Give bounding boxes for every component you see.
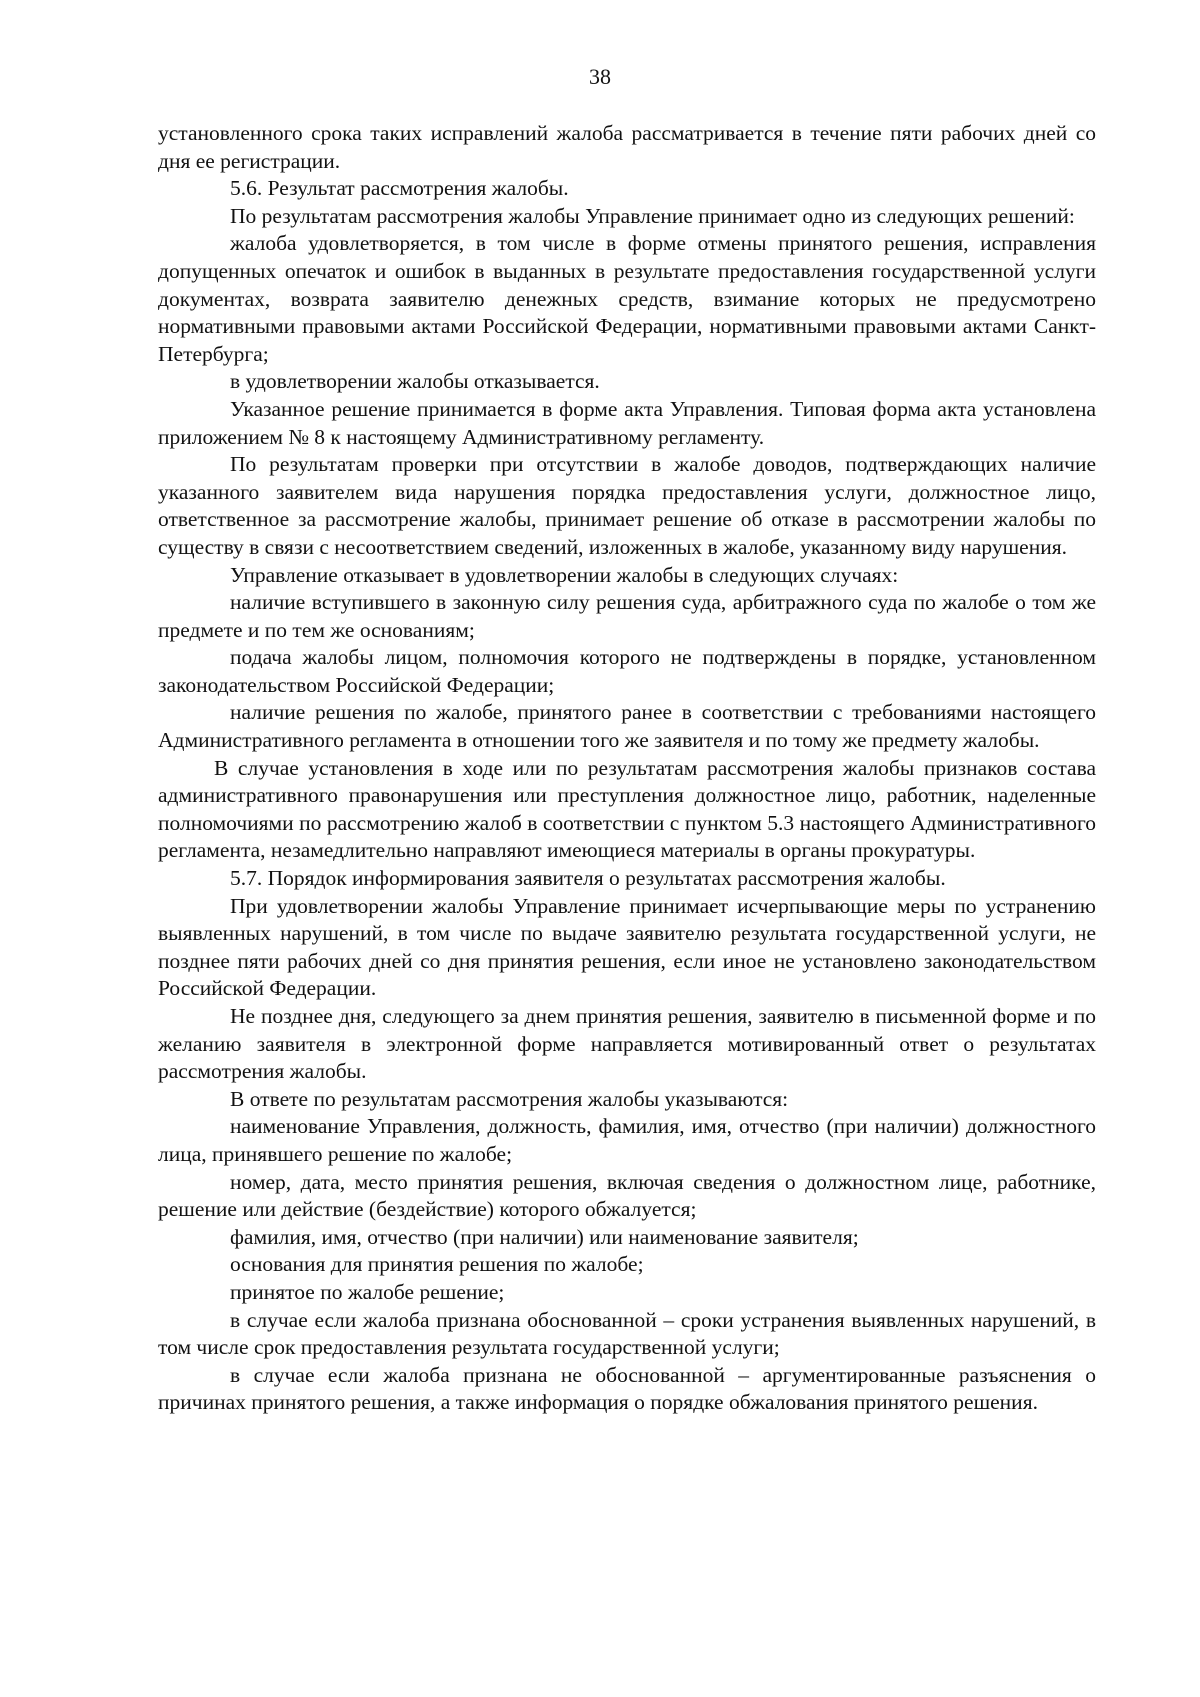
list-item: наличие вступившего в законную силу решения суда, арбитражного суда по жалобе о том же предмете и по тем же основаниям;	[158, 590, 1096, 642]
section-heading-5-6: 5.6. Результат рассмотрения жалобы.	[230, 176, 569, 201]
list-item: фамилия, имя, отчество (при наличии) или наименование заявителя;	[230, 1224, 859, 1249]
paragraph: По результатам проверки при отсутствии в жалобе доводов, подтверждающих наличие указанного заявителем вида нарушения порядка предоставления услуги, должностное лицо, ответственное за рассмотрение жалобы, принимает решение об отказе в рассмотрении жалобы по существу в связи с несоответствием сведений, изложенных в жалобе, указанному виду нарушения.	[158, 452, 1096, 559]
section-heading-5-7: 5.7. Порядок информирования заявителя о результатах рассмотрения жалобы.	[230, 866, 946, 891]
list-item: номер, дата, место принятия решения, включая сведения о должностном лице, работнике, решение или действие (бездействие) которого обжалуется;	[158, 1169, 1096, 1222]
paragraph: По результатам рассмотрения жалобы Управление принимает одно из следующих решений:	[230, 203, 1075, 228]
list-item: наличие решения по жалобе, принятого ранее в соответствии с требованиями настоящего Административного регламента в отношении того же заявителя и по тому же предмету жалобы.	[158, 700, 1096, 753]
list-item: жалоба удовлетворяется, в том числе в форме отмены принятого решения, исправления допущенных опечаток и ошибок в выданных в результате предоставления государственной услуги документах, возврата заявителю денежных средств, взимание которых не предусмотрено нормативными правовыми актами Российской Федерации, нормативными правовыми актами Санкт-Петербурга;	[158, 231, 1096, 366]
list-item: основания для принятия решения по жалобе;	[230, 1252, 644, 1277]
paragraph: Не позднее дня, следующего за днем принятия решения, заявителю в письменной форме и по желанию заявителя в электронной форме направляется мотивированный ответ о результатах рассмотрения жалобы.	[158, 1004, 1096, 1084]
list-item: в случае если жалоба признана обоснованной – сроки устранения выявленных нарушений, в том числе срок предоставления результата государственной услуги;	[158, 1307, 1096, 1360]
paragraph: Указанное решение принимается в форме акта Управления. Типовая форма акта установлена приложением № 8 к настоящему Административному регламенту.	[158, 396, 1096, 449]
list-item: подача жалобы лицом, полномочия которого не подтверждены в порядке, установленном законодательством Российской Федерации;	[158, 645, 1096, 697]
paragraph-continuation: установленного срока таких исправлений жалоба рассматривается в течение пяти рабочих дней со дня ее регистрации.	[158, 121, 1096, 173]
list-item: наименование Управления, должность, фамилия, имя, отчество (при наличии) должностного лица, принявшего решение по жалобе;	[158, 1114, 1096, 1166]
page-number: 38	[589, 64, 611, 89]
list-item: принятое по жалобе решение;	[230, 1279, 505, 1304]
paragraph: При удовлетворении жалобы Управление принимает исчерпывающие меры по устранению выявленных нарушений, в том числе по выдаче заявителю результата государственной услуги, не позднее пяти рабочих дней со дня принятия решения, если иное не установлено законодательством Российской Федерации.	[158, 893, 1096, 1001]
list-item: в случае если жалоба признана не обоснованной – аргументированные разъяснения о причинах принятого решения, а также информация о порядке обжалования принятого решения.	[158, 1362, 1096, 1415]
paragraph: В случае установления в ходе или по результатам рассмотрения жалобы признаков состава административного правонарушения или преступления должностное лицо, работник, наделенные полномочиями по рассмотрению жалоб в соответствии с пунктом 5.3 настоящего Административного регламента, незамедлительно направляют имеющиеся материалы в органы прокуратуры.	[158, 755, 1096, 863]
document-body	[158, 120, 1096, 1417]
paragraph: Управление отказывает в удовлетворении жалобы в следующих случаях:	[230, 562, 899, 587]
paragraph: В ответе по результатам рассмотрения жалобы указываются:	[230, 1086, 789, 1111]
list-item: в удовлетворении жалобы отказывается.	[230, 369, 600, 394]
